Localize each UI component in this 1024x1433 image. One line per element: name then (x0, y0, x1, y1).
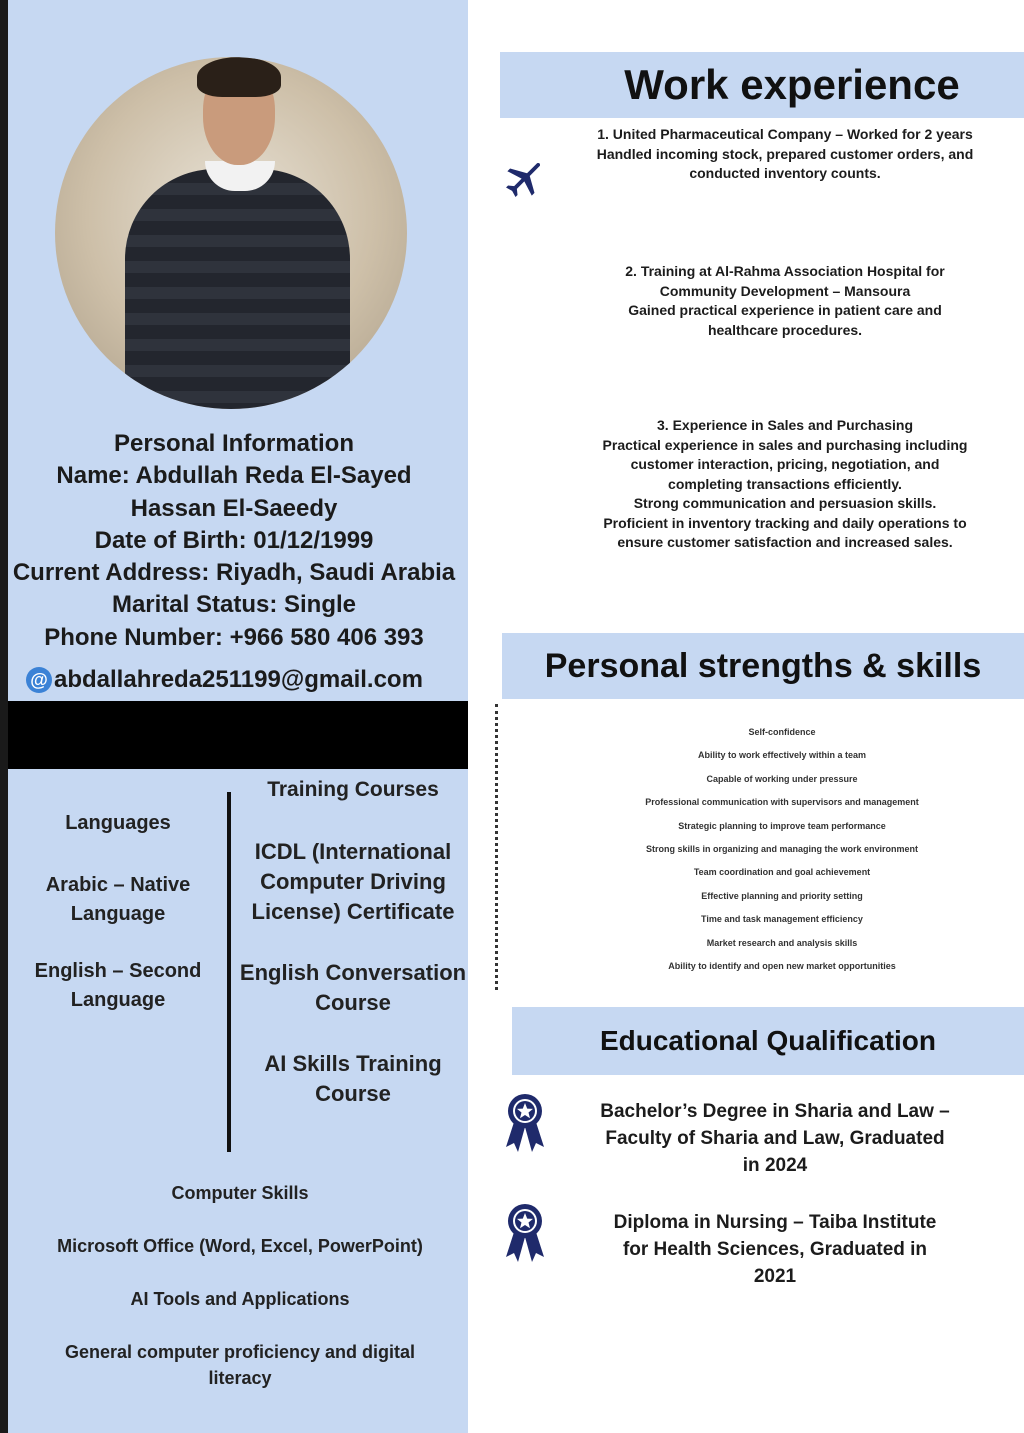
strength-item: Market research and analysis skills (706, 937, 858, 948)
personal-information (8, 428, 460, 654)
course-item (238, 958, 468, 1018)
job-item (580, 416, 990, 553)
work-experience-title: Work experience (624, 61, 960, 108)
job-line: healthcare procedures. (707, 321, 863, 338)
computer-skill-item: Microsoft Office (Word, Excel, PowerPoint) (57, 1236, 423, 1256)
strength-item: Professional communication with supervisors and management (645, 797, 919, 808)
job-line: Gained practical experience in patient care and (628, 302, 942, 318)
language-item (20, 871, 216, 929)
language-name: Arabic – Native (45, 874, 191, 896)
name-line-1: Name: Abdullah Reda El-Sayed (56, 462, 412, 490)
phone-number: Phone Number: +966 580 406 393 (44, 623, 424, 651)
at-sign-icon: @ (26, 667, 52, 693)
email-row (26, 666, 423, 694)
strength-item: Strong skills in organizing and managing the work environment (645, 844, 919, 855)
education-title: Educational Qualification (599, 1025, 937, 1056)
marital-status: Marital Status: Single (111, 591, 357, 619)
job-line: completing transactions efficiently. (668, 475, 902, 492)
award-ribbon-icon (501, 1203, 549, 1265)
profile-photo (55, 57, 407, 409)
job-line: Strong communication and persuasion skills. (633, 495, 937, 511)
course-line: License) Certificate (251, 899, 455, 924)
dotted-divider (495, 704, 498, 990)
education-item (575, 1209, 975, 1290)
language-level: Language (70, 903, 166, 925)
education-line: Faculty of Sharia and Law, Graduated (605, 1128, 945, 1149)
job-line: customer interaction, pricing, negotiation, and (630, 456, 940, 472)
course-line: Computer Driving (260, 869, 446, 894)
strength-item: Time and task management efficiency (701, 914, 863, 925)
course-item (238, 837, 468, 927)
job-line: 2. Training at Al-Rahma Association Hospital for (625, 263, 945, 279)
education-line: 2021 (753, 1266, 797, 1287)
language-item (20, 957, 216, 1015)
training-courses-section (238, 778, 468, 1140)
job-item (580, 262, 990, 340)
name-line-2: Hassan El-Saeedy (130, 494, 338, 522)
job-line: 3. Experience in Sales and Purchasing (657, 417, 913, 433)
course-line: ICDL (International (254, 839, 452, 864)
left-edge-bar (0, 0, 8, 1433)
education-header (512, 1007, 1024, 1075)
language-name: English – Second (34, 960, 202, 982)
course-line: Course (315, 990, 391, 1015)
personal-info-title: Personal Information (113, 430, 355, 457)
computer-skills-section (14, 1180, 466, 1391)
strength-item: Capable of working under pressure (706, 773, 858, 784)
strengths-header (502, 633, 1024, 699)
work-experience-header (500, 52, 1024, 118)
job-line: Handled incoming stock, prepared customer orders, and (596, 145, 974, 162)
job-line: Proficient in inventory tracking and daily operations to (603, 514, 967, 531)
course-line: English Conversation (239, 960, 467, 985)
strength-item: Ability to work effectively within a team (697, 750, 867, 761)
computer-skill-item: AI Tools and Applications (130, 1289, 350, 1309)
training-courses-title: Training Courses (267, 778, 439, 801)
languages-section (20, 812, 216, 1043)
airplane-icon (502, 155, 548, 201)
strengths-title: Personal strengths & skills (544, 646, 982, 685)
education-line: for Health Sciences, Graduated in (622, 1239, 928, 1260)
job-item (580, 125, 990, 184)
strength-item: Ability to identify and open new market opportunities (668, 961, 896, 972)
course-item (238, 1049, 468, 1109)
job-line: 1. United Pharmaceutical Company – Worked for 2 years (597, 126, 973, 142)
strength-item: Self-confidence (748, 727, 816, 737)
job-line: Practical experience in sales and purchasing including (602, 436, 968, 453)
computer-skill-item (14, 1339, 466, 1391)
education-line: in 2024 (742, 1155, 808, 1176)
strength-item: Effective planning and priority setting (701, 890, 863, 901)
award-ribbon-icon (501, 1093, 549, 1155)
languages-title: Languages (65, 812, 171, 834)
date-of-birth: Date of Birth: 01/12/1999 (94, 526, 374, 554)
language-level: Language (70, 989, 166, 1011)
education-line: Bachelor’s Degree in Sharia and Law – (600, 1101, 950, 1122)
computer-skills-title: Computer Skills (171, 1183, 309, 1203)
strength-item: Team coordination and goal achievement (693, 867, 871, 878)
course-line: Course (315, 1081, 391, 1106)
education-item (575, 1098, 975, 1179)
job-line: ensure customer satisfaction and increased sales. (617, 534, 953, 550)
job-line: Community Development – Mansoura (659, 282, 911, 299)
vertical-divider (227, 792, 231, 1152)
computer-skill-line: General computer proficiency and digital (64, 1342, 416, 1362)
black-divider-bar (8, 701, 468, 769)
photo-sweater (125, 169, 350, 409)
current-address: Current Address: Riyadh, Saudi Arabia (12, 559, 456, 587)
strengths-list (612, 721, 952, 978)
email-address[interactable]: abdallahreda251199@gmail.com (54, 666, 423, 693)
job-line: conducted inventory counts. (689, 165, 881, 181)
course-line: AI Skills Training (264, 1051, 442, 1076)
education-line: Diploma in Nursing – Taiba Institute (613, 1212, 937, 1233)
computer-skill-line: literacy (208, 1368, 272, 1388)
photo-hair (197, 57, 281, 97)
strength-item: Strategic planning to improve team performance (678, 820, 886, 831)
